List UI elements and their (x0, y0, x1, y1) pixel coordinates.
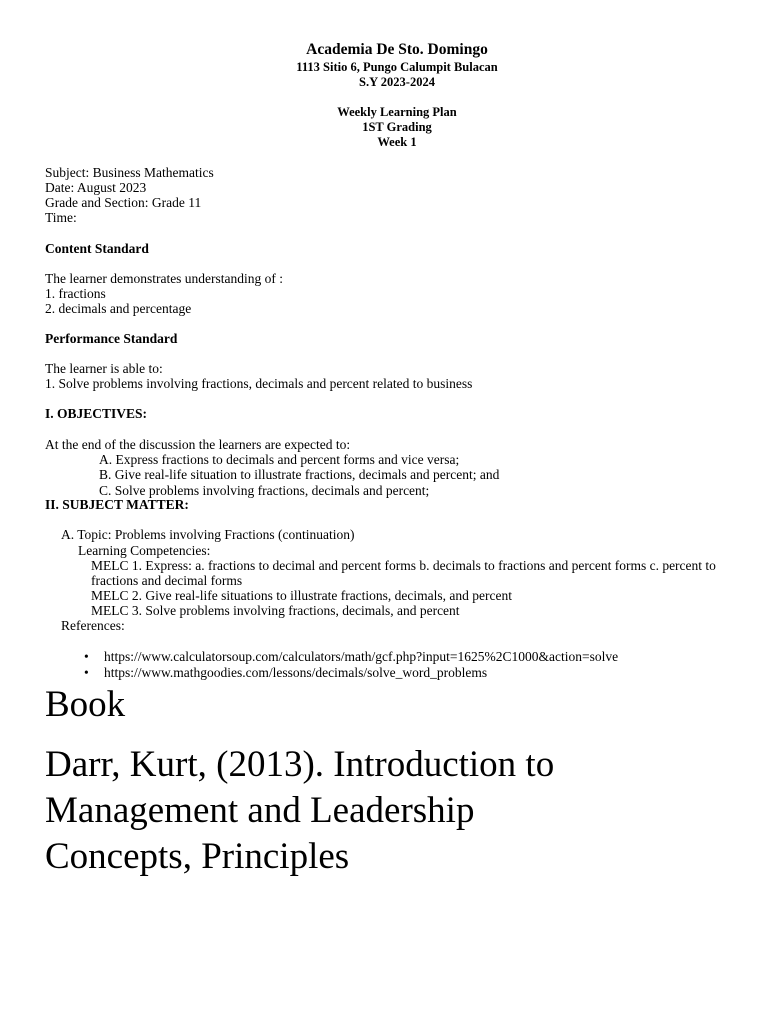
book-citation-line: Management and Leadership (45, 790, 475, 831)
melc-line: MELC 3. Solve problems involving fractions, decimals, and percent (91, 603, 460, 618)
book-heading: Book (45, 684, 126, 725)
competencies-label: Learning Competencies: (78, 543, 211, 558)
school-address: 1113 Sitio 6, Pungo Calumpit Bulacan (296, 60, 498, 74)
content-standard-item: 2. decimals and percentage (45, 301, 192, 316)
bullet-icon: • (84, 649, 89, 664)
topic-line: A. Topic: Problems involving Fractions (continuation) (61, 527, 355, 542)
content-standard-intro: The learner demonstrates understanding of : (45, 271, 284, 286)
melc-line: MELC 2. Give real-life situations to illustrate fractions, decimals, and percent (91, 588, 512, 603)
book-citation-line: Darr, Kurt, (2013). Introduction to (45, 744, 555, 785)
time-line: Time: (45, 210, 77, 225)
melc-line: fractions and decimal forms (91, 573, 243, 588)
grading-period: 1ST Grading (362, 120, 432, 134)
plan-title: Weekly Learning Plan (337, 105, 457, 119)
subject-line: Subject: Business Mathematics (45, 165, 214, 180)
week-label: Week 1 (377, 135, 417, 149)
bullet-icon: • (84, 665, 89, 680)
grade-section-line: Grade and Section: Grade 11 (45, 195, 202, 210)
school-name: Academia De Sto. Domingo (306, 41, 488, 58)
performance-standard-heading: Performance Standard (45, 331, 178, 346)
melc-line: MELC 1. Express: a. fractions to decimal and percent forms b. decimals to fractions and percent forms c. percent to (91, 558, 716, 573)
book-citation-line: Concepts, Principles (45, 836, 350, 877)
references-label: References: (61, 618, 125, 633)
objective-item: B. Give real-life situation to illustrate fractions, decimals and percent; and (99, 467, 500, 482)
reference-link[interactable]: https://www.mathgoodies.com/lessons/decimals/solve_word_problems (104, 665, 488, 680)
objectives-heading: I. OBJECTIVES: (45, 406, 148, 421)
performance-standard-intro: The learner is able to: (45, 361, 163, 376)
performance-standard-item: 1. Solve problems involving fractions, decimals and percent related to business (45, 376, 473, 391)
subject-matter-heading: II. SUBJECT MATTER: (45, 497, 189, 512)
content-standard-heading: Content Standard (45, 241, 149, 256)
objectives-intro: At the end of the discussion the learners are expected to: (45, 437, 351, 452)
objective-item: A. Express fractions to decimals and percent forms and vice versa; (99, 452, 460, 467)
content-standard-item: 1. fractions (45, 286, 106, 301)
date-line: Date: August 2023 (45, 180, 147, 195)
school-year: S.Y 2023-2024 (359, 75, 435, 89)
objective-item: C. Solve problems involving fractions, decimals and percent; (99, 483, 430, 498)
reference-link[interactable]: https://www.calculatorsoup.com/calculators/math/gcf.php?input=1625%2C1000&action=solve (104, 649, 619, 664)
